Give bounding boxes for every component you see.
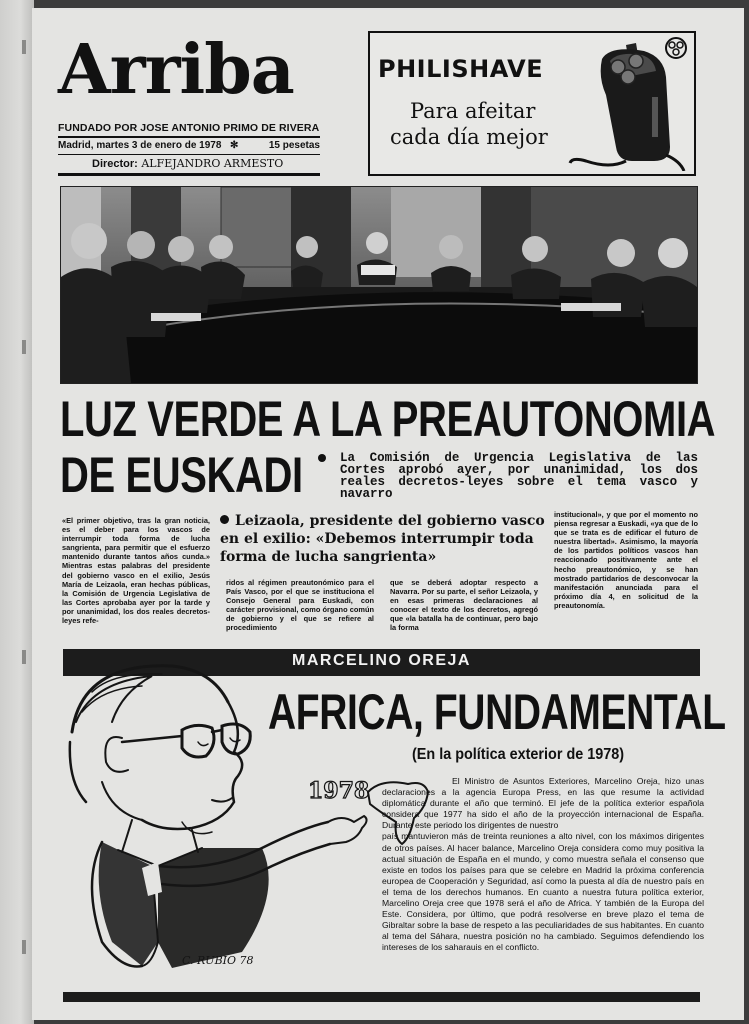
lead-column-3: que se deberá adoptar respecto a Navarra. Por su parte, el señor Leizaola, y en esas primeras declaraciones al conocer el texto de los decretos, agregó que «la batalla ha de continuar, pero bajo la forma: [390, 578, 538, 633]
second-headline: AFRICA, FUNDAMENTAL: [268, 684, 726, 740]
lead-column-1: «El primer objetivo, tras la gran noticia, es el deber para los vascos de interrumpir toda forma de lucha sangrienta, para permitir que el esfuerzo mantenido durante tantos años cunda.» Mientras estas palabras del presidente del gobierno vasco en el exilio, Jesús María de Leizaola, eran hechas públicas, la Comisión de Urgencia Legislativa de las Cortes aprobaba ayer por la tarde y por unanimidad, los dos reales decretos-leyes refe-: [62, 516, 210, 626]
cartoon-year: 1978: [308, 778, 370, 804]
issue-price: 15 pesetas: [268, 140, 320, 151]
cortes-commission-photo: [60, 186, 698, 384]
newspaper-logo: Arriba: [58, 30, 294, 110]
bottom-rule: [63, 992, 700, 1002]
lead-headline-line1: LUZ VERDE A LA PREAUTONOMIA: [60, 391, 716, 447]
second-article: [382, 776, 704, 954]
lead-deck: [318, 452, 698, 500]
masthead: [58, 30, 320, 170]
lead-column-4: institucional», y que por el momento no piensa regresar a Euskadi, «ya que de lo que se trata es de edificar el futuro de nuestra libertad». Asimismo, la mayoría de los partidos políticos vascos han reaccionado positivamente ante el hecho preautonómico, y se han mostrado partidarios de desconvocar la manifestación anunciada para el próximo día 4, en solicitud de la preautonomía.: [554, 510, 698, 610]
lead-headline-line2: DE EUSKADI: [60, 447, 303, 503]
director-label: Director:: [92, 158, 138, 170]
founded-line: FUNDADO POR JOSE ANTONIO PRIMO DE RIVERA: [58, 122, 320, 134]
ad-brand: PHILISHAVE: [378, 55, 544, 83]
dateline: [58, 140, 320, 151]
star-icon: ✻: [230, 140, 239, 151]
director-name: ALFEJANDRO ARMESTO: [141, 157, 284, 170]
bullet-icon: [318, 454, 326, 462]
binding-stitch: [22, 650, 26, 664]
meeting-photo-icon: [61, 187, 697, 383]
binding-stitch: [22, 340, 26, 354]
binding-stitch: [22, 40, 26, 54]
kicker-text: MARCELINO OREJA: [292, 652, 471, 669]
bullet-icon: [220, 515, 229, 524]
director-line: [92, 157, 283, 170]
article-text-top: El Ministro de Asuntos Exteriores, Marcelino Oreja, hizo unas declaraciones a la agencia Europa Press, en las que resume la actividad diplomática durante el año que terminó. El jefe de la política exterior española considera que 1977 ha sido el año de la proyección internacional de España. Durante este periodo los dirigentes de nuestro: [382, 776, 704, 831]
philishave-advertisement: [368, 31, 696, 176]
lead-column-2: ridos al régimen preautonómico para el País Vasco, por el que se instituciona el Consejo General para Euskadi, con carácter provisional, como órgano común de gobierno y el que se refiere al procedimiento: [226, 578, 374, 633]
second-subhead: (En la política exterior de 1978): [412, 746, 625, 763]
masthead-rule: [58, 136, 320, 138]
article-text-rest: país mantuvieron más de treinta reuniones a alto nivel, con los máximos dirigentes de otros países. Al hacer balance, Marcelino Oreja considera como muy positiva la actual situación de España en el mundo, y como muestra señala el consenso que existe en todos los países para que se celebre en Madrid la próxima conferencia europea de Cooperación y Seguridad, así como la puesta al día de nuestro país en el tema de los derechos humanos. En cuanto a nuestra futura política exterior, Marcelino Oreja cree que 1978 será el año de Africa. Y también de la Europa del Este. Considera, por último, que podrá resolverse en breve plazo el tema de Gibraltar sobre la base de respeto a las peculiaridades de sus habitantes. En cuanto al tema del Sáhara, nuestra posición no ha cambiado. Seguimos defendiendo los intereses de los saharauis en el conflicto.: [382, 831, 704, 953]
ad-slogan-line2: cada día mejor: [390, 125, 548, 149]
ad-slogan-line1: Para afeitar: [410, 99, 536, 123]
binding-margin: [0, 0, 34, 1024]
lead-deck-text: La Comisión de Urgencia Legislativa de las Cortes aprobó ayer, por unanimidad, los dos reales decretos-leyes sobre el tema vasco y navarro: [340, 451, 698, 501]
masthead-rule: [58, 173, 320, 176]
masthead-rule: [58, 154, 320, 155]
leizaola-deck-text: Leizaola, presidente del gobierno vasco en el exilio: «Debemos interrumpir toda forma de lucha sangrienta»: [220, 513, 545, 565]
electric-shaver-icon: [566, 37, 688, 171]
binding-stitch: [22, 940, 26, 954]
artist-signature: C. RUBIO 78: [182, 954, 254, 967]
leizaola-deck: [220, 512, 548, 566]
issue-date: Madrid, martes 3 de enero de 1978: [58, 140, 222, 151]
